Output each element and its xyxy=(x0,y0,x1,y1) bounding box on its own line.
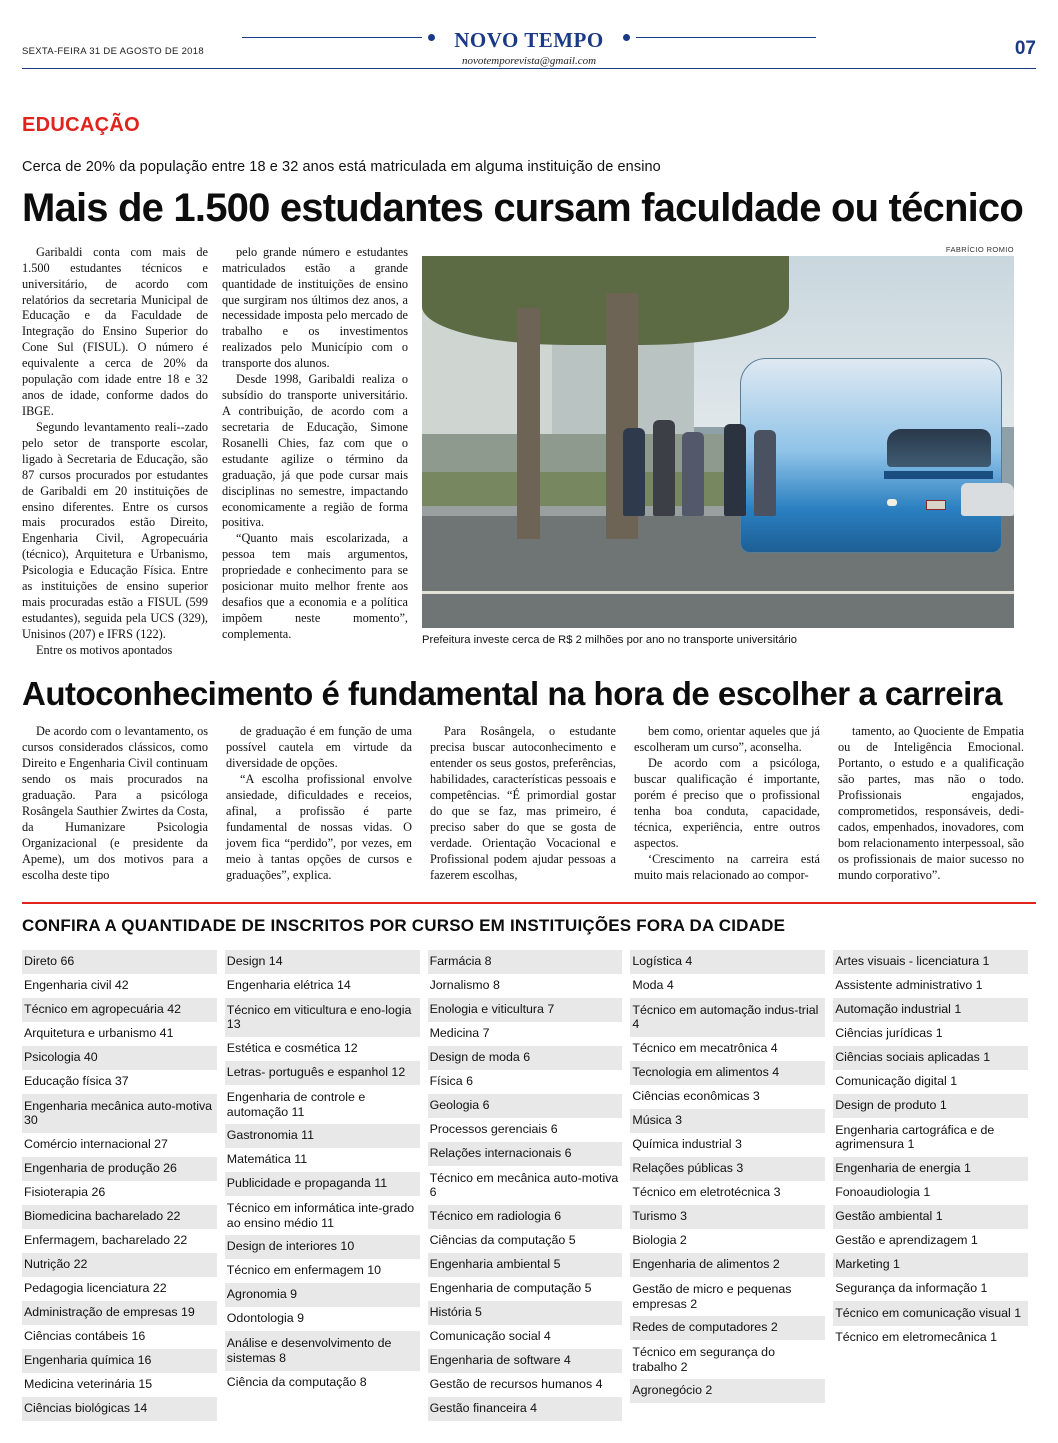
table-row: Psicologia 40 xyxy=(22,1046,217,1070)
table-row: Publicidade e propaganda 11 xyxy=(225,1172,420,1196)
article-headline-main: Mais de 1.500 estudantes cursam faculdade ou técnico xyxy=(22,186,1023,230)
table-row: Ciências econômicas 3 xyxy=(632,1088,760,1103)
photo-person xyxy=(754,430,776,516)
table-row: Técnico em segurança do trabalho 2 xyxy=(632,1345,775,1374)
photo-bus-windshield xyxy=(887,429,991,468)
table-row: Letras- português e espanhol 12 xyxy=(225,1061,420,1085)
article-two-column-4 xyxy=(634,724,820,883)
table-row: Análise e desenvolvimento de sistemas 8 xyxy=(225,1331,420,1370)
article-two-column-5 xyxy=(838,724,1024,883)
table-row: Fisioterapia 26 xyxy=(24,1184,106,1199)
table-row: Engenharia química 16 xyxy=(22,1349,217,1373)
table-row: Arquitetura e urbanismo 41 xyxy=(24,1025,174,1040)
table-section-divider xyxy=(22,902,1036,904)
table-row: Farmácia 8 xyxy=(428,950,623,974)
table-row: Engenharia ambiental 5 xyxy=(428,1253,623,1277)
article-headline-secondary: Autoconhecimento é fundamental na hora de escolher a carreira xyxy=(22,674,1002,712)
table-row: Engenharia cartográfica e de agrimensura 1 xyxy=(835,1122,995,1152)
table-row: Ciências contábeis 16 xyxy=(24,1328,146,1343)
paragraph: “Quanto mais escolarizada, a pessoa tem mais argumentos, propriedade e conhecimento para se posicionar muito melhor frente aos desafios que a economia e a política impõem neste momento”, complementa. xyxy=(222,531,408,641)
table-row: Medicina 7 xyxy=(429,1025,490,1040)
table-row: Administração de empresas 19 xyxy=(22,1301,217,1325)
paragraph: tamento, ao Quociente de Empatia ou de Inteligência Emocional. Portanto, o estudo e a qualificação são partes, mas não o todo. Profissionais engajados, comprometidos, responsáveis, dedi-cados, empenhados, inovadores, com bom relacionamento interpessoal, são os profissionais de maior sucesso no mundo corporativo”. xyxy=(838,724,1024,882)
table-row: Ciências sociais aplicadas 1 xyxy=(833,1046,1028,1070)
photo-person xyxy=(724,424,746,516)
article-two-column-3 xyxy=(430,724,616,883)
paragraph: De acordo com a psicóloga, buscar qualificação é importante, porém é preciso que o profissional tenha boa conduta, capacidade, técnica, experiência, entre outros aspectos. xyxy=(634,756,820,850)
masthead-divider xyxy=(22,68,1036,69)
table-row: Engenharia elétrica 14 xyxy=(226,977,351,992)
table-row: Jornalismo 8 xyxy=(429,977,500,992)
article-two-column-1 xyxy=(22,724,208,883)
table-row: Fonoaudiologia 1 xyxy=(835,1184,931,1199)
table-row: Gastronomia 11 xyxy=(225,1124,420,1148)
table-row: Odontologia 9 xyxy=(226,1311,304,1326)
table-title: CONFIRA A QUANTIDADE DE INSCRITOS POR CURSO EM INSTITUIÇÕES FORA DA CIDADE xyxy=(22,915,786,935)
table-row: Comunicação digital 1 xyxy=(835,1073,958,1088)
table-row: Moda 4 xyxy=(632,977,674,992)
table-row: Biomedicina bacharelado 22 xyxy=(22,1205,217,1229)
table-column-4 xyxy=(630,950,833,1421)
table-row: Redes de computadores 2 xyxy=(630,1316,825,1340)
table-row: Ciências jurídicas 1 xyxy=(835,1025,943,1040)
table-row: Técnico em eletromecânica 1 xyxy=(835,1329,998,1344)
table-row: Gestão ambiental 1 xyxy=(833,1205,1028,1229)
photo-credit: FABRÍCIO ROMIO xyxy=(945,244,1014,254)
table-row: Pedagogia licenciatura 22 xyxy=(24,1280,167,1295)
article-one xyxy=(22,245,1036,659)
paragraph: Segundo levantamento reali--zado pelo setor de transporte escolar, ligado à Secretaria de Educação, são 87 cursos procurados por estudantes de Garibaldi em 20 instituições de ensino diferentes. Entre os cursos mais procurados estão Direito, Engenharia Civil, Agropecuária (técnico), Arquitetura e Urbanismo, Psicologia e Educação Física. Entre as instituições de ensino superior mais procuradas estão a FISUL (599 estudantes), seguida pela UCS (329), Unisinos (207) e IFRS (122). xyxy=(22,419,208,641)
table-row: Ciências da computação 5 xyxy=(429,1232,576,1247)
table-row: Estética e cosmética 12 xyxy=(226,1040,358,1055)
page-number: 07 xyxy=(1014,38,1036,59)
table-column-5 xyxy=(833,950,1036,1421)
table-row: Música 3 xyxy=(630,1109,825,1133)
article-photo-block xyxy=(422,245,1014,659)
table-row: Tecnologia em alimentos 4 xyxy=(630,1061,825,1085)
table-row: Turismo 3 xyxy=(630,1205,825,1229)
table-row: Engenharia de computação 5 xyxy=(429,1280,592,1295)
table-row: Técnico em enfermagem 10 xyxy=(226,1263,382,1278)
table-row: Técnico em radiologia 6 xyxy=(428,1205,623,1229)
section-label: EDUCAÇÃO xyxy=(22,114,140,136)
table-row: Enfermagem, bacharelado 22 xyxy=(24,1232,188,1247)
photo-bus-headlight-left xyxy=(887,499,897,506)
table-row: Técnico em comunicação visual 1 xyxy=(833,1301,1028,1326)
table-row: Técnico em viticultura e eno-logia 13 xyxy=(225,998,420,1037)
table-row: Ciência da computação 8 xyxy=(226,1374,367,1389)
table-row: Relações públicas 3 xyxy=(630,1157,825,1181)
table-row: Segurança da informação 1 xyxy=(835,1280,988,1295)
masthead-rule-right xyxy=(636,37,816,38)
table-row: Engenharia de produção 26 xyxy=(22,1157,217,1181)
paragraph: ‘Crescimento na carreira está muito mais relacionado ao compor- xyxy=(634,851,820,882)
table-row: Relações internacionais 6 xyxy=(428,1142,623,1166)
paragraph: De acordo com o levantamento, os cursos considerados clássicos, como Direito e Engenharia Civil continuam sendo os mais procurados na graduação. Para a psicóloga Rosângela Sauthier Zwirtes da Costa, da Humanizare Psicologia Organizacional (e presidente da Apeme), um dos motivos para a escolha deste tipo xyxy=(22,724,208,882)
table-row: Técnico em mecatrônica 4 xyxy=(632,1040,778,1055)
table-row: Engenharia de energia 1 xyxy=(833,1157,1028,1181)
paragraph: Garibaldi conta com mais de 1.500 estudantes técnicos e universitário, de acordo com relatórios da secretaria Municipal de Educação e da Faculdade de Integração do Ensino Superior do Cone Sul (FISUL). O número é equivalente a cerca de 20% da população com idade entre 18 e 32 anos de idade, conforme dados do IBGE. xyxy=(22,244,208,419)
photo-caption: Prefeitura investe cerca de R$ 2 milhões por ano no transporte universitário xyxy=(422,633,797,646)
table-row: Física 6 xyxy=(429,1073,473,1088)
table-column-2 xyxy=(225,950,428,1421)
table-row: Marketing 1 xyxy=(833,1253,1028,1277)
table-row: Direto 66 xyxy=(22,950,217,974)
photo-bus-stripe xyxy=(884,471,993,479)
table-row: Gestão de recursos humanos 4 xyxy=(429,1376,603,1391)
masthead-rule-left xyxy=(242,37,422,38)
table-row: Matemática 11 xyxy=(226,1152,308,1167)
table-column-3 xyxy=(428,950,631,1421)
article-two xyxy=(22,724,1036,883)
article-photo xyxy=(422,256,1014,628)
photo-person xyxy=(682,432,704,516)
table-row: Artes visuais - licenciatura 1 xyxy=(833,950,1028,974)
course-table xyxy=(22,950,1036,1421)
article-one-column-1 xyxy=(22,245,208,659)
table-row: Química industrial 3 xyxy=(632,1136,742,1151)
masthead xyxy=(22,0,1036,86)
table-row: Assistente administrativo 1 xyxy=(835,977,983,992)
table-row: Nutrição 22 xyxy=(22,1253,217,1277)
masthead-dot-right xyxy=(623,34,630,41)
table-row: Design de produto 1 xyxy=(833,1094,1028,1118)
paragraph: Para Rosângela, o estudante precisa buscar autoconhecimento e entender os seus gostos, preferências, habilidades, características pessoais e competências. “É primordial gostar do que se faz, mas primeiro, é preciso saber do que se gosta de verdade. Orientação Vocacional e Profissional podem ajudar pessoas a fazerem escolhas, xyxy=(430,724,616,882)
table-row: Gestão e aprendizagem 1 xyxy=(835,1232,978,1247)
paragraph: Desde 1998, Garibaldi realiza o subsídio do transporte universitário. A contribuição, de acordo com a secretaria de Educação, Simone Rosanelli Chies, faz com que o estudante agilize o término da graduação, já que pode cursar mais disciplinas no semestre, impactando economicamente a região de forma positiva. xyxy=(222,372,408,530)
table-row: Logística 4 xyxy=(630,950,825,974)
table-row: Engenharia de alimentos 2 xyxy=(630,1253,825,1277)
photo-tree-trunk xyxy=(517,308,541,539)
table-row: Gestão financeira 4 xyxy=(428,1397,623,1421)
table-row: Enologia e viticultura 7 xyxy=(428,998,623,1022)
article-kicker: Cerca de 20% da população entre 18 e 32 anos está matriculada em alguma instituição de ensino xyxy=(22,159,661,175)
table-row: Comunicação social 4 xyxy=(429,1328,551,1343)
paragraph: pelo grande número e estudantes matriculados estão a grande quantidade de instituições de ensino que surgiram nos últimos dez anos, a necessidade imposta pelo mercado de trabalho e os investimentos realizados pelo Município com o transporte dos alunos. xyxy=(222,244,408,371)
table-column-1 xyxy=(22,950,225,1421)
publication-email: novotemporevista@gmail.com xyxy=(461,55,597,67)
table-row: Agronegócio 2 xyxy=(630,1379,825,1403)
paragraph: Entre os motivos apontados xyxy=(36,642,173,657)
table-row: Biologia 2 xyxy=(632,1232,687,1247)
table-row: Técnico em informática inte-grado ao ensino médio 11 xyxy=(226,1201,415,1230)
paragraph: “A escolha profissional envolve ansiedade, dificuldades e receios, afinal, a profissão é parte fundamental de nossas vidas. O jovem fica “perdido”, por vezes, em meio à tantas opções de cursos e graduações”, explica. xyxy=(226,772,412,882)
table-row: Educação física 37 xyxy=(24,1073,129,1088)
table-row: Engenharia de controle e automação 11 xyxy=(226,1089,366,1119)
publication-title: NOVO TEMPO xyxy=(454,28,604,52)
table-row: Ciências biológicas 14 xyxy=(22,1397,217,1421)
table-row: Técnico em automação indus-trial 4 xyxy=(630,998,825,1037)
table-row: Agronomia 9 xyxy=(225,1283,420,1307)
table-row: Engenharia de software 4 xyxy=(428,1349,623,1373)
table-row: Engenharia civil 42 xyxy=(24,977,129,992)
article-one-column-2 xyxy=(222,245,408,659)
photo-bus xyxy=(740,358,1002,553)
table-row: Comércio internacional 27 xyxy=(24,1136,168,1151)
table-row: Medicina veterinária 15 xyxy=(24,1376,153,1391)
table-row: Técnico em eletrotécnica 3 xyxy=(632,1184,781,1199)
article-two-column-2 xyxy=(226,724,412,883)
photo-person xyxy=(623,428,645,516)
paragraph: de graduação é em função de uma possível cautela em virtude da diversidade de opções. xyxy=(226,724,412,771)
photo-road-line xyxy=(422,591,1014,594)
table-row: Técnico em mecânica auto-motiva 6 xyxy=(429,1170,619,1200)
table-row: Engenharia mecânica auto-motiva 30 xyxy=(22,1094,217,1133)
table-row: Design de moda 6 xyxy=(428,1046,623,1070)
photo-car xyxy=(961,483,1014,516)
table-row: Gestão de micro e pequenas empresas 2 xyxy=(632,1281,792,1311)
photo-bus-plate xyxy=(926,500,946,510)
masthead-dot-left xyxy=(428,34,435,41)
paragraph: bem como, orientar aqueles que já escolheram um curso”, aconselha. xyxy=(634,724,820,755)
table-row: História 5 xyxy=(428,1301,623,1325)
table-row: Técnico em agropecuária 42 xyxy=(22,998,217,1022)
table-row: Processos gerenciais 6 xyxy=(429,1121,558,1136)
table-row: Geologia 6 xyxy=(428,1094,623,1118)
publication-date: SEXTA-FEIRA 31 DE AGOSTO DE 2018 xyxy=(22,46,204,57)
table-row: Automação industrial 1 xyxy=(833,998,1028,1022)
table-row: Design 14 xyxy=(225,950,420,974)
photo-person xyxy=(653,420,675,516)
table-row: Design de interiores 10 xyxy=(225,1235,420,1259)
